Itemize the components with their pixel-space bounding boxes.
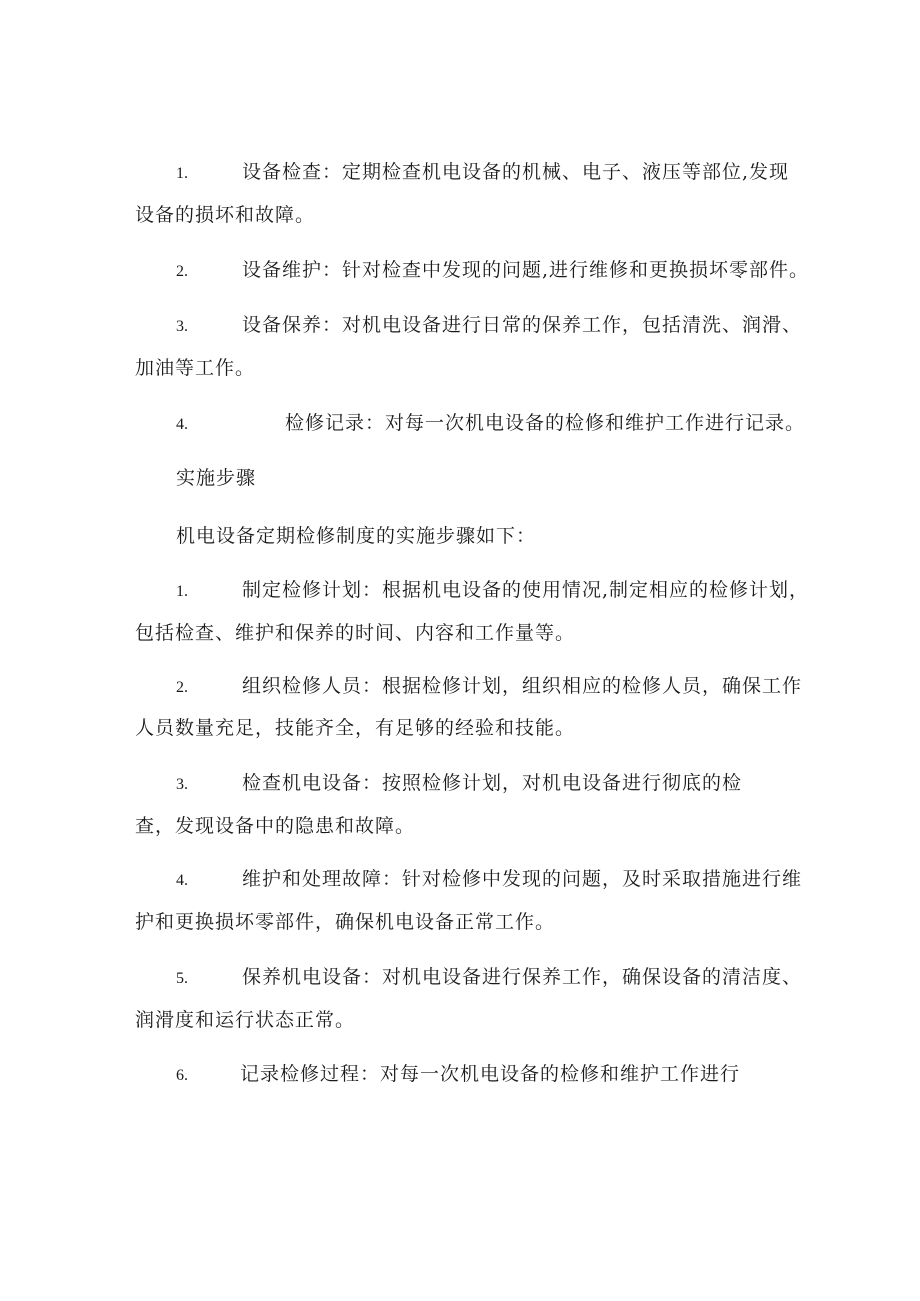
list-item-text: 制定检修计划：根据机电设备的使用情况,制定相应的检修计划，: [242, 579, 810, 601]
list-item-text: 设备检查：定期检查机电设备的机械、电子、液压等部位,发现: [242, 161, 790, 183]
list-item-text: 设备维护：针对检查中发现的问题,进行维修和更换损坏零部件。: [242, 259, 810, 281]
list-item-number: 3.: [176, 776, 188, 793]
list-item-text-continuation: 润滑度和运行状态正常。: [135, 1009, 356, 1031]
list-item-text: 记录检修过程：对每一次机电设备的检修和维护工作进行: [240, 1063, 741, 1085]
list-item-text-continuation: 包括检查、维护和保养的时间、内容和工作量等。: [135, 622, 576, 644]
list-item-text-continuation: 护和更换损坏零部件，确保机电设备正常工作。: [135, 911, 556, 933]
section-heading: 实施步骤: [176, 467, 257, 489]
list-item-text: 维护和处理故障：针对检修中发现的问题，及时采取措施进行维: [242, 868, 803, 890]
list-item-text-continuation: 设备的损坏和故障。: [135, 204, 316, 226]
list-item-text: 设备保养：对机电设备进行日常的保养工作，包括清洗、润滑、: [242, 314, 803, 336]
list-item-text: 检修记录：对每一次机电设备的检修和维护工作进行记录。: [285, 412, 806, 434]
list-item-number: 4.: [176, 872, 188, 889]
intro-paragraph: 机电设备定期检修制度的实施步骤如下：: [176, 525, 537, 547]
list-item-text-continuation: 查，发现设备中的隐患和故障。: [135, 815, 416, 837]
list-item-number: 6.: [176, 1067, 188, 1084]
list-item-text-continuation: 人员数量充足，技能齐全，有足够的经验和技能。: [135, 717, 576, 739]
list-item-number: 2.: [176, 679, 188, 696]
list-item-text: 组织检修人员：根据检修计划，组织相应的检修人员，确保工作: [242, 675, 803, 697]
list-item-number: 3.: [176, 318, 188, 335]
list-item-text: 保养机电设备：对机电设备进行保养工作，确保设备的清洁度、: [242, 966, 803, 988]
list-item-text-continuation: 加油等工作。: [135, 357, 256, 379]
list-item-text: 检查机电设备：按照检修计划，对机电设备进行彻底的检: [242, 772, 743, 794]
list-item-number: 5.: [176, 970, 188, 987]
list-item-number: 4.: [176, 416, 188, 433]
list-item-number: 1.: [176, 165, 188, 182]
list-item-number: 2.: [176, 263, 188, 280]
list-item-number: 1.: [176, 583, 188, 600]
